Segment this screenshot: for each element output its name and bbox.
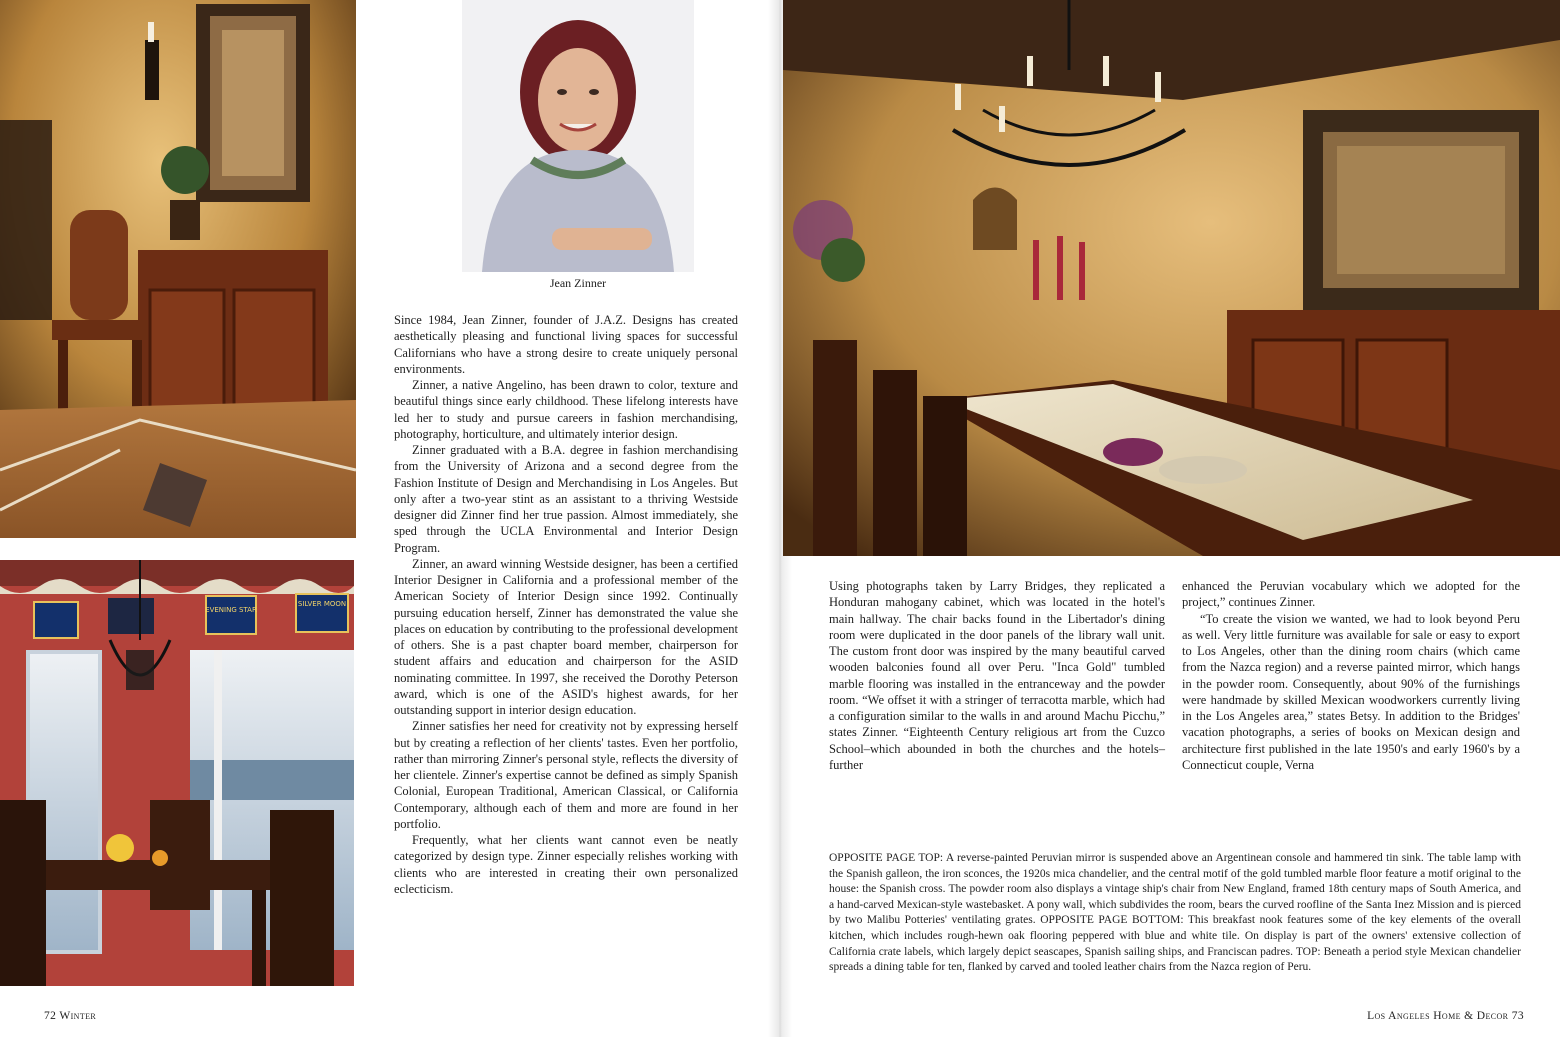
photo-captions (829, 851, 1521, 976)
caption-text: OPPOSITE PAGE TOP: A reverse-painted Peruvian mirror is suspended above an Argentinean console and hammered tin sink. The table lamp with the Spanish galleon, the iron sconces, the 1920s mica chandelier, and the central motif of the gold tumbled marble floor feature a motif original to the house: the Spanish cross. The powder room also displays a vintage ship's chair from New England, framed 18th century maps of South America, and a hand-carved Mexican-style wastebasket. A pony wall, which subdivides the room, bears the curved roofline of the Santa Inez Mission and is pierced by two Malibu Potteries' ventilating grates. OPPOSITE PAGE BOTTOM: This breakfast nook features some of the key elements of the overall kitchen, which includes rough-hewn oak flooring peppered with blue and white tile. On display is part of the owners' extensive collection of California crate labels, which largely depict seascapes, Spanish sailing ships, and Franciscan padres. TOP: Beneath a period style Mexican chandelier spreads a dining table for ten, flanked by carved and tooled leather chairs from the Nazca region of Peru. (829, 852, 1521, 974)
crate-label-silver-moon: SILVER MOON (297, 600, 347, 608)
breakfast-nook-photo (0, 560, 354, 986)
paragraph: Zinner, a native Angelino, has been drawn to color, texture and beautiful things since early childhood. These lifelong interests have led her to study and pursue careers in fashion merchandising, photography, horticulture, and ultimately interior design. (394, 378, 738, 441)
right-article-column-2 (1182, 578, 1520, 773)
right-folio: Los Angeles Home & Decor 73 (1367, 1010, 1524, 1022)
paragraph: enhanced the Peruvian vocabulary which we adopted for the project,” continues Zinner. (1182, 579, 1520, 610)
paragraph: Zinner satisfies her need for creativity not by expressing herself but by creating a reflection of her clients' tastes. Even her portfolio, rather than mirroring Zinner's personal style, reflects the diversity of her clientele. Zinner's expertise cannot be defined as simply Spanish Colonial, European Traditional, American Classical, or California Contemporary, although each of them and more are found in her portfolio. (394, 719, 738, 831)
paragraph: Zinner graduated with a B.A. degree in fashion merchandising from the University of Arizona and a second degree from the Fashion Institute of Design and Merchandising in Los Angeles. But only after a two-year stint as an assistant to a thriving Westside designer did Zinner find her true passion. Almost immediately, she sped through the UCLA Environmental and Interior Design Program. (394, 443, 738, 555)
crate-label-evening-star: EVENING STAR (205, 606, 257, 614)
left-folio: 72 Winter (44, 1010, 97, 1022)
paragraph: Since 1984, Jean Zinner, founder of J.A.Z. Designs has created aesthetically pleasing and functional living spaces for successful Californians who have a strong desire to create uniquely personal environments. (394, 313, 738, 376)
left-article-column (394, 312, 738, 897)
right-article-column-1 (829, 578, 1165, 773)
paragraph: “To create the vision we wanted, we had to look beyond Peru as well. Very little furniture was available for sale or easy to export to Los Angeles, other than the dining room chairs (which came from the Nazca region) and a reverse painted mirror, which hangs in the powder room. Consequently, about 90% of the furnishings were handmade by skilled Mexican woodworkers currently living in the Los Angeles area,” states Betsy. In addition to the Bridges' vacation photographs, a series of books on Mexican design and architecture first published in the late 1950's and early 1960's by a Connecticut couple, Verna (1182, 611, 1520, 772)
paragraph: Zinner, an award winning Westside designer, has been a certified Interior Designer in California and a professional member of the American Society of Interior Design since 1992. Continually pursuing education herself, Zinner has demonstrated the value she places on education by contributing to the professional development of others. She is a past chapter board member, chairperson for student affairs and education and chairperson for the ASID nominating committee. In 1997, she received the Dorothy Peterson award, which is one of the ASID's highest awards, for her outstanding support in interior design education. (394, 556, 738, 717)
portrait-photo (462, 0, 694, 272)
dining-room-photo (783, 0, 1560, 556)
powder-room-photo (0, 0, 356, 538)
paragraph: Frequently, what her clients want cannot even be neatly categorized by design type. Zinner especially relishes working with clients who are interested in creating their own personalized eclecticism. (394, 833, 738, 896)
portrait-caption: Jean Zinner (549, 276, 607, 290)
paragraph: Using photographs taken by Larry Bridges, they replicated a Honduran mahogany cabinet, which was located in the hotel's main hallway. The chair backs found in the Libertador's dining room were duplicated in the door panels of the library wall unit. The custom front door was inspired by the many beautiful carved wooden balconies found all over Peru. "Inca Gold" tumbled marble flooring was installed in the entranceway and the powder room. “We offset it with a stringer of terracotta marble, which had a configuration similar to the walls in and around Machu Picchu,” states Zinner. “Eighteenth Century religious art from the Cuzco School–which abounded in both the churches and the hotels–further (829, 579, 1165, 772)
